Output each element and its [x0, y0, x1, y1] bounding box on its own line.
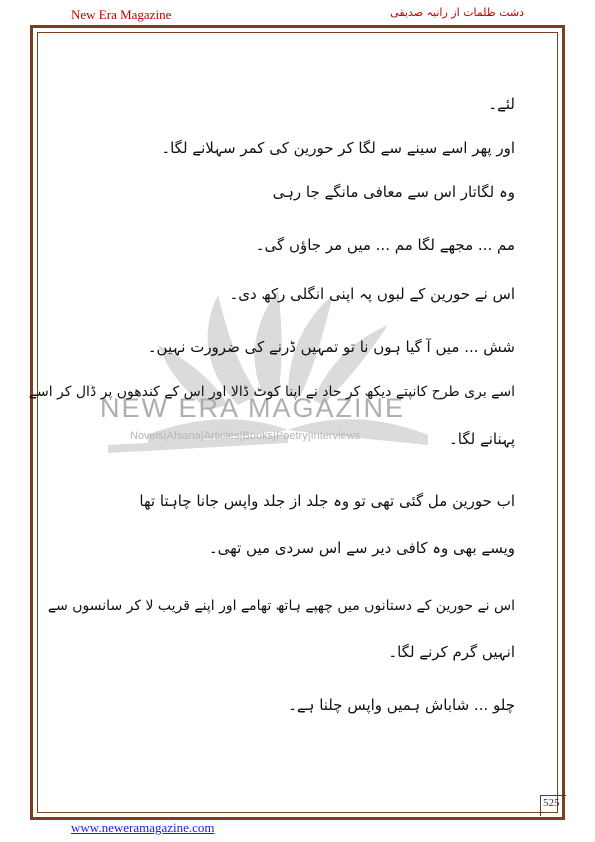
page-number: 525 — [543, 797, 560, 809]
body-line: لئے۔ — [488, 95, 515, 113]
body-line: پہنانے لگا۔ — [448, 430, 515, 448]
body-line: شش ... میں آ گیا ہوں نا تو تمہیں ڈرنے کی ضرورت نہیں۔ — [147, 338, 515, 356]
body-line: اب حورین مل گئی تھی تو وہ جلد از جلد واپس جانا چاہتا تھا — [139, 492, 515, 510]
body-line: چلو ... شاباش ہمیں واپس چلنا ہے۔ — [288, 696, 515, 714]
body-line: اس نے حورین کے دستانوں میں چھپے ہاتھ تھامے اور اپنے قریب لا کر سانسوں سے — [47, 598, 515, 614]
body-line: اور پھر اسے سینے سے لگا کر حورین کی کمر سہلانے لگا۔ — [161, 139, 515, 157]
body-line: ویسے بھی وہ کافی دیر سے اس سردی میں تھی۔ — [208, 539, 515, 557]
watermark-title: NEW ERA MAGAZINE — [100, 393, 406, 423]
body-line: اس نے حورین کے لبوں پہ اپنی انگلی رکھ دی۔ — [229, 285, 515, 303]
watermark-subtitle: Novels|Afsana|Articles|Books|Poetry|Interviews — [130, 430, 361, 442]
magazine-header: New Era Magazine — [71, 7, 172, 22]
novel-header: دشت ظلمات از رانیہ صدیقی — [390, 6, 524, 19]
body-line: وہ لگاتار اس سے معافی مانگے جا رہی — [272, 183, 515, 201]
website-link[interactable]: www.neweramagazine.com — [71, 820, 215, 835]
body-line: مم ... مجھے لگا مم ... میں مر جاؤں گی۔ — [255, 236, 515, 254]
body-line: انہیں گرم کرنے لگا۔ — [388, 643, 515, 661]
body-line: اسے بری طرح کانپتے دیکھ کر حاد نے اپنا کوٹ ڈالا اور اس کے کندھوں پر ڈال کر اسے — [28, 384, 515, 400]
